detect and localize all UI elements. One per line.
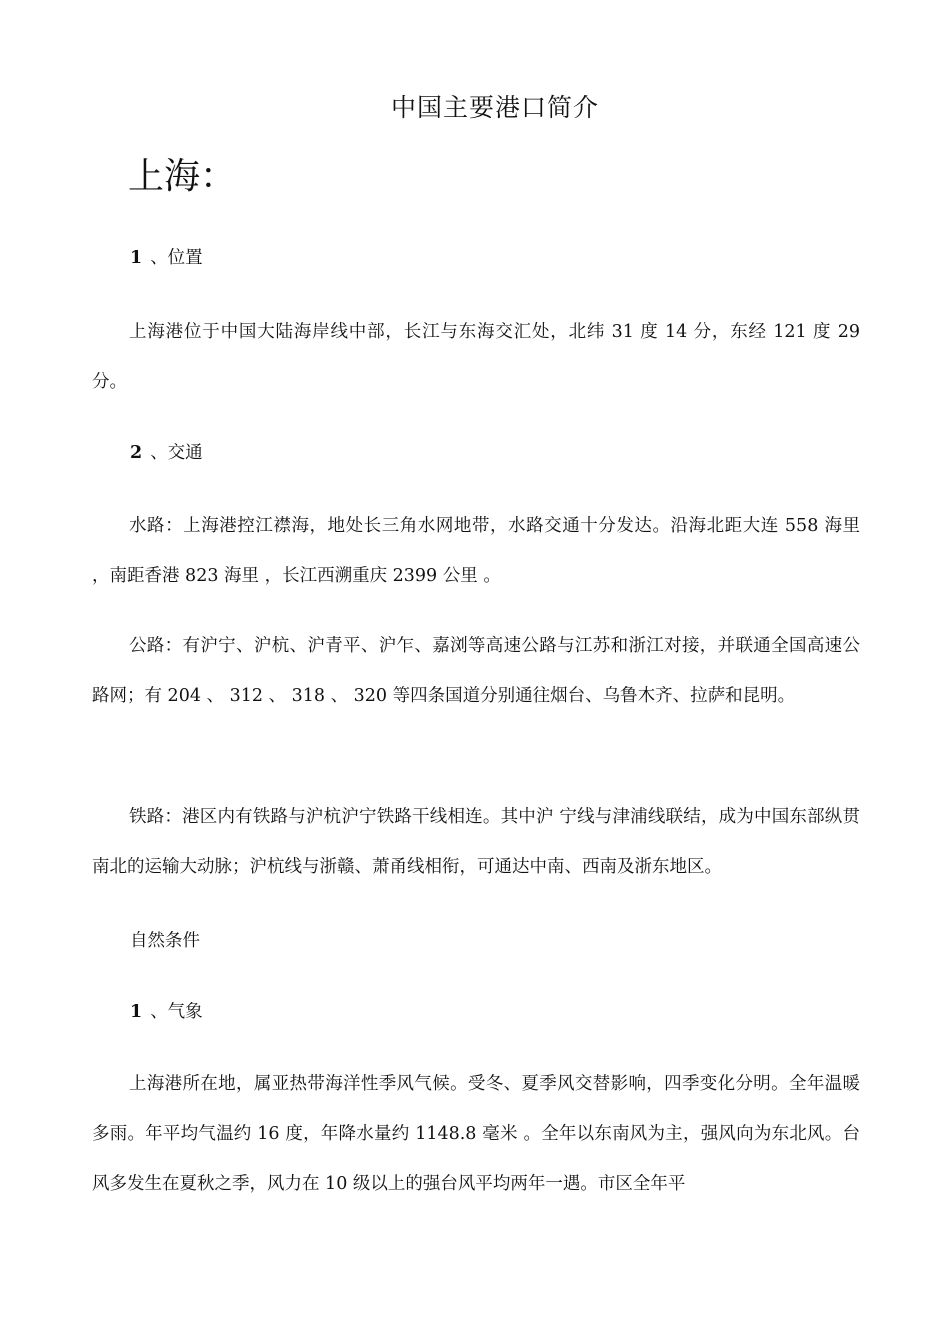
paragraph-text: 公路：有沪宁、沪杭、沪青平、沪乍、嘉浏等高速公路与江苏和浙江对接，并联通全国高速公路网；有 204 、 312 、 318 、 320 等四条国道分别通往烟台、乌鲁木齐、拉萨和昆明。 [92,636,860,706]
waterway-paragraph [92,501,860,601]
section-heading-location [130,246,203,270]
section-number: 1 [130,1002,143,1022]
paragraph-text: 水路：上海港控江襟海，地处长三角水网地带，水路交通十分发达。沿海北距大连 558 海里 ，南距香港 823 海里 ，长江西溯重庆 2399 公里 。 [92,516,860,586]
city-heading: 上海： [128,156,237,197]
section-heading-natural [130,929,200,953]
section-heading-weather [130,1000,203,1024]
section-label: 、气象 [150,1002,203,1022]
section-label: 、位置 [150,248,203,268]
paragraph-text: 上海港位于中国大陆海岸线中部，长江与东海交汇处，北纬 31 度 14 分，东经 121 度 29 分。 [92,322,860,392]
document-title: 中国主要港口简介 [390,93,599,122]
paragraph-text: 铁路：港区内有铁路与沪杭沪宁铁路干线相连。其中沪 宁线与津浦线联结，成为中国东部纵贯南北的运输大动脉；沪杭线与浙赣、萧甬线相衔，可通达中南、西南及浙东地区。 [92,807,860,877]
section-label: 自然条件 [130,931,200,951]
section-number: 2 [130,443,143,463]
section-label: 、交通 [150,443,203,463]
paragraph-text: 上海港所在地，属亚热带海洋性季风气候。受冬、夏季风交替影响，四季变化分明。全年温暖多雨。年平均气温约 16 度，年降水量约 1148.8 毫米 。全年以东南风为主，强风向为东北风。台风多发生在夏秋之季，风力在 10 级以上的强台风平均两年一遇。市区全年平 [92,1074,860,1194]
highway-paragraph [92,621,860,721]
weather-paragraph [92,1059,860,1209]
section-number: 1 [130,248,143,268]
railway-paragraph [92,792,860,892]
section-heading-transport [130,441,203,465]
location-paragraph [92,307,860,407]
